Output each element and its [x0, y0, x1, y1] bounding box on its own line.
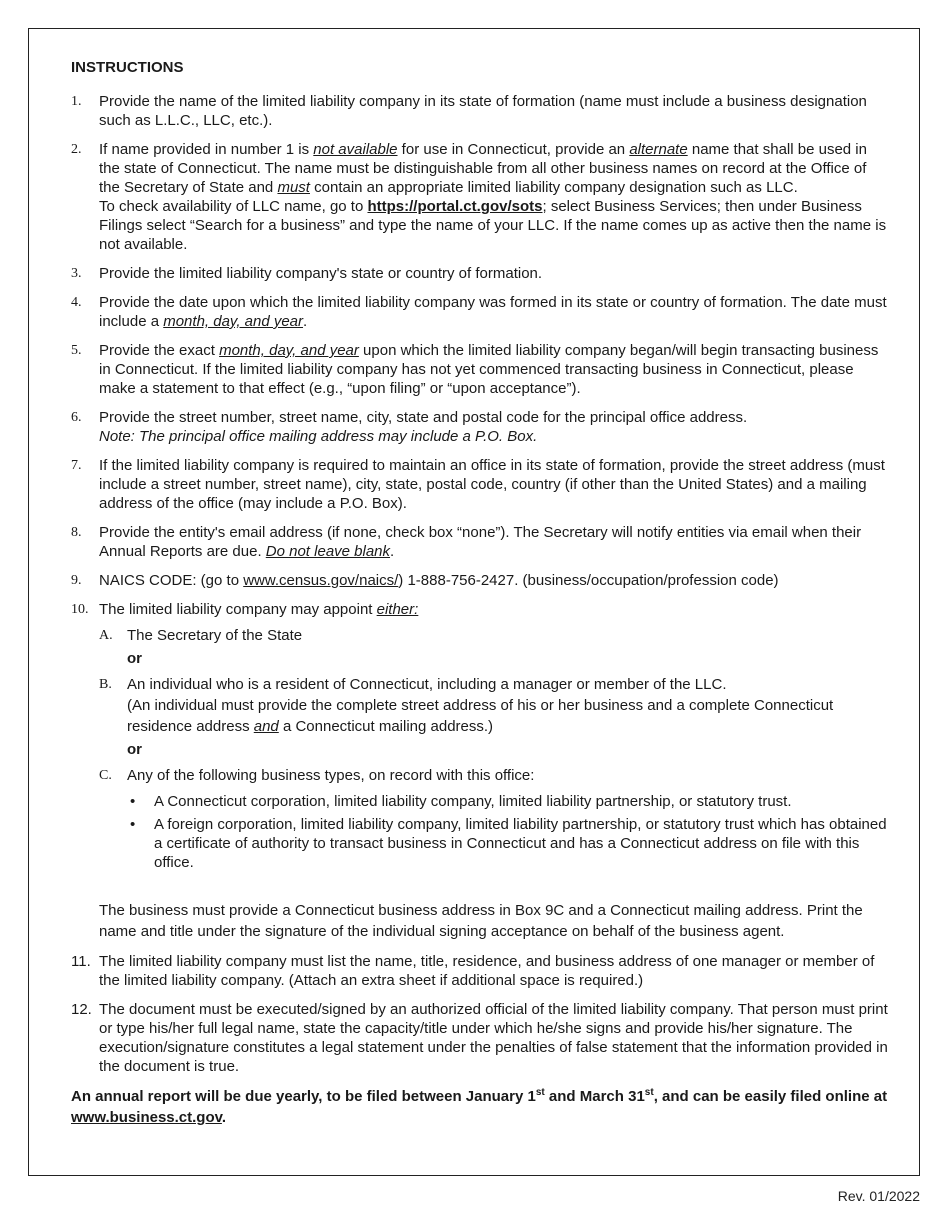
sots-portal-link[interactable]: https://portal.ct.gov/sots — [367, 198, 543, 215]
bullet-icon: • — [130, 793, 136, 810]
instruction-item-11 — [71, 952, 891, 990]
emphasis-text: either: — [376, 601, 419, 618]
availability-check-paragraph — [99, 197, 891, 254]
business-agent-paragraph: The business must provide a Connecticut business address in Box 9C and a Connecticut mailing address. Print the name and title under the signature of the individual signing acceptance on behalf of the business agent. — [99, 902, 863, 940]
or-separator: or — [127, 741, 142, 758]
or-separator: or — [127, 650, 142, 667]
bullet-icon: • — [130, 816, 136, 833]
item-number: 12. — [71, 1001, 92, 1018]
instruction-item-1 — [71, 92, 891, 130]
emphasis-text: must — [277, 179, 310, 196]
item-number: 11. — [71, 953, 91, 970]
item-text: If name provided in number 1 is — [99, 141, 314, 158]
agent-options-list — [99, 625, 891, 872]
agent-option-b — [99, 674, 891, 760]
item-text: Provide the exact — [99, 342, 220, 359]
emphasis-text: not available — [313, 141, 398, 158]
emphasis-text: month, day, and year — [219, 342, 359, 359]
option-text: An individual who is a resident of Connecticut, including a manager or member of the LLC. — [127, 676, 727, 693]
item-number: 6. — [71, 410, 82, 425]
option-text: (An individual must provide the complete street address of his or her business and a complete Connecticut residence address — [127, 697, 834, 735]
item-number: 1. — [71, 94, 82, 109]
business-type-item — [127, 815, 891, 872]
item-number: 5. — [71, 343, 82, 358]
instruction-item-3 — [71, 264, 891, 283]
emphasis-text: month, day, and year — [163, 313, 304, 330]
option-letter: B. — [99, 677, 112, 692]
revision-label: Rev. 01/2022 — [837, 1188, 920, 1204]
notice-text: An annual report will be due yearly, to be filed between January 1 — [71, 1088, 536, 1105]
emphasis-text: alternate — [629, 141, 688, 158]
item-text: The limited liability company may appoint — [99, 601, 377, 618]
instruction-item-4 — [71, 293, 891, 331]
instruction-item-8 — [71, 523, 891, 561]
option-text: The Secretary of the State — [127, 627, 303, 644]
ordinal-suffix: st — [644, 1087, 654, 1098]
item-text: Provide the date upon which the limited liability company was formed in its state or country of formation. The date must include a — [99, 294, 887, 330]
agent-option-c — [99, 765, 891, 872]
item-number: 10. — [71, 602, 89, 617]
agent-option-a — [99, 625, 891, 669]
item-text: Provide the name of the limited liability company in its state of formation (name must include a business designation such as L.L.C., LLC, etc.). — [99, 93, 867, 129]
item-text: . — [390, 543, 395, 560]
bullet-text: A foreign corporation, limited liability company, limited liability partnership, or statutory trust which has obtained a certificate of authority to transact business in Connecticut and has a Connecticut address on file with this office. — [154, 816, 887, 871]
item-text: ; select Business Services; then under Business Filings select “Search for a business” and type the name of your LLC. If the name comes up as active then the name is not available. — [99, 198, 887, 253]
item-text: for use in Connecticut, provide an — [397, 141, 630, 158]
document-frame — [28, 28, 920, 1176]
annual-report-notice — [71, 1086, 891, 1128]
item-text: ) 1-888-756-2427. (business/occupation/profession code) — [398, 572, 779, 589]
business-types-list — [127, 792, 891, 872]
option-text: a Connecticut mailing address.) — [278, 718, 494, 735]
item-number: 7. — [71, 458, 82, 473]
census-naics-link[interactable]: www.census.gov/naics/ — [243, 572, 399, 589]
option-letter: A. — [99, 628, 113, 643]
item-text: upon which the limited liability company began/will begin transacting business in Connecticut. If the limited liability company has not yet commenced transacting business in Connecticut, please make a statement to that effect (e.g., “upon filing” or “upon acceptance”). — [99, 342, 879, 397]
instruction-item-12 — [71, 1000, 891, 1076]
item-number: 8. — [71, 525, 82, 540]
option-text: Any of the following business types, on record with this office: — [127, 767, 535, 784]
item-number: 2. — [71, 142, 82, 157]
po-box-note: Note: The principal office mailing address may include a P.O. Box. — [99, 428, 538, 445]
instruction-item-2 — [71, 140, 891, 254]
bullet-text: A Connecticut corporation, limited liability company, limited liability partnership, or statutory trust. — [154, 793, 792, 810]
emphasis-text: Do not leave blank — [265, 543, 391, 560]
item-text: To check availability of LLC name, go to — [99, 198, 368, 215]
item-number: 3. — [71, 266, 82, 281]
business-ct-link[interactable]: www.business.ct.gov — [71, 1109, 222, 1126]
instruction-item-9 — [71, 571, 891, 590]
item-text: The document must be executed/signed by an authorized official of the limited liability company. That person must print or type his/her full legal name, state the capacity/title under which he/she signs and provide his/her signature. The execution/signature constitutes a legal statement under the penalties of false statement that the information provided in the document is true. — [99, 1001, 888, 1075]
instructions-content — [71, 59, 891, 1128]
item-text: If the limited liability company is required to maintain an office in its state of formation, provide the street address (must include a street number, street name), city, state, postal code, country (if other than the United States) and a mailing address of the office (may include a P.O. Box). — [99, 457, 885, 512]
emphasis-text: and — [253, 718, 279, 735]
instruction-item-7 — [71, 456, 891, 513]
notice-text: and March 31 — [544, 1088, 645, 1105]
item-text: The limited liability company must list the name, title, residence, and business address of one manager or member of the limited liability company. (Attach an extra sheet if additional space is required.) — [99, 953, 875, 989]
item-text: Provide the street number, street name, city, state and postal code for the principal office address. — [99, 409, 748, 426]
item-text: Provide the entity's email address (if none, check box “none”). The Secretary will notify entities via email when their Annual Reports are due. — [99, 524, 862, 560]
item-text: NAICS CODE: (go to — [99, 572, 244, 589]
item-text: contain an appropriate limited liability company designation such as LLC. — [309, 179, 798, 196]
item-text: name that shall be used in the state of Connecticut. The name must be distinguishable from all other business names on record at the Office of the Secretary of State and — [99, 141, 867, 196]
business-type-item — [127, 792, 891, 811]
item-text: Provide the limited liability company's state or country of formation. — [99, 265, 543, 282]
item-text: . — [303, 313, 308, 330]
item-number: 4. — [71, 295, 82, 310]
instructions-list — [71, 92, 891, 1076]
item-number: 9. — [71, 573, 82, 588]
instruction-item-10 — [71, 600, 891, 942]
notice-text: . — [221, 1109, 227, 1126]
notice-text: , and can be easily filed online at — [653, 1088, 888, 1105]
option-letter: C. — [99, 768, 112, 783]
instructions-title: INSTRUCTIONS — [71, 59, 184, 76]
instruction-item-6 — [71, 408, 891, 446]
instruction-item-5 — [71, 341, 891, 398]
ordinal-suffix: st — [535, 1087, 545, 1098]
